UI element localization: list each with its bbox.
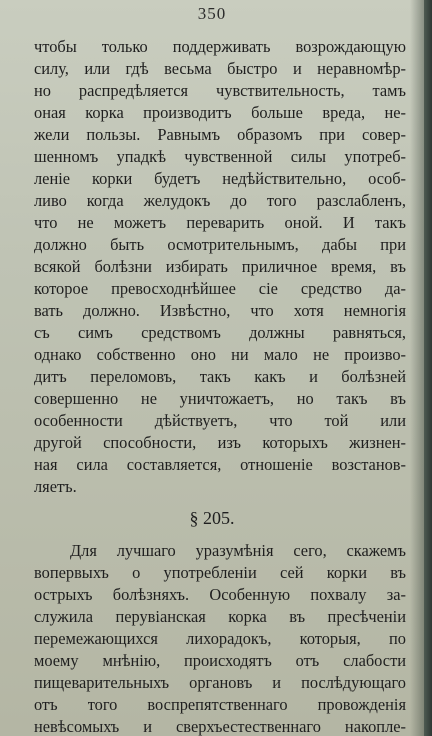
- text-line: ливо когда желудокъ до того разслабленъ,: [34, 191, 406, 210]
- text-line: ная сила составляется, отношеніе возстанов-: [34, 455, 406, 474]
- text-line: совершенно не уничтожаетъ, но такъ въ: [34, 389, 406, 408]
- text-line: пищеварительныхъ органовъ и послѣдующаго: [34, 673, 406, 692]
- text-line: силу, или гдѣ весьма быстро и неравномѣр-: [34, 59, 406, 78]
- text-line: служила перувіанская корка въ пресѣченіи: [34, 607, 406, 626]
- book-edge: [424, 0, 432, 736]
- page-number: 350: [197, 4, 227, 23]
- section-heading: § 205.: [189, 508, 235, 528]
- text-line: что не можетъ переварить оной. И такъ: [34, 213, 406, 232]
- text-line: которое превосходнѣйшее сіе средство да-: [34, 279, 406, 298]
- text-line: шенномъ упадкѣ чувственной силы употреб-: [34, 147, 406, 166]
- text-line: чтобы только поддерживать возрождающую: [34, 37, 406, 56]
- text-line: ляетъ.: [34, 477, 77, 496]
- text-line: жели пользы. Равнымъ образомъ при совер-: [34, 125, 406, 144]
- text-line: вопервыхъ о употребленіи сей корки въ: [34, 563, 406, 582]
- text-line: всякой болѣзни избирать приличное время, въ: [34, 257, 406, 276]
- text-line: другой способности, изъ которыхъ жизнен-: [34, 433, 406, 452]
- text-line: съ симъ средствомъ должны равняться,: [34, 323, 406, 342]
- text-line: отъ того воспрепятственнаго провожденія: [34, 695, 406, 714]
- text-line: дитъ переломовъ, такъ какъ и болѣзней: [34, 367, 406, 386]
- text-line: но распредѣляется чувствительность, тамъ: [34, 81, 406, 100]
- text-line: перемежающихся лихорадокъ, которыя, по: [34, 629, 406, 648]
- text-line: Для лучшаго уразумѣнія сего, скажемъ: [70, 541, 406, 560]
- text-line: оная корка производитъ больше вреда, не-: [34, 103, 406, 122]
- text-line: невѣсомыхъ и сверхъестественнаго накопле-: [34, 717, 406, 736]
- text-line: моему мнѣнію, происходятъ отъ слабости: [34, 651, 406, 670]
- text-line: особенности дѣйствуетъ, что той или: [34, 411, 406, 430]
- text-line: однако собственно оно ни мало не произво-: [34, 345, 406, 364]
- text-line: острыхъ болѣзняхъ. Особенную похвалу за-: [34, 585, 406, 604]
- text-line: должно быть осмотрительнымъ, дабы при: [34, 235, 406, 254]
- text-line: леніе корки будетъ недѣйствительно, особ-: [34, 169, 406, 188]
- text-line: вать должно. Извѣстно, что хотя немногія: [34, 301, 406, 320]
